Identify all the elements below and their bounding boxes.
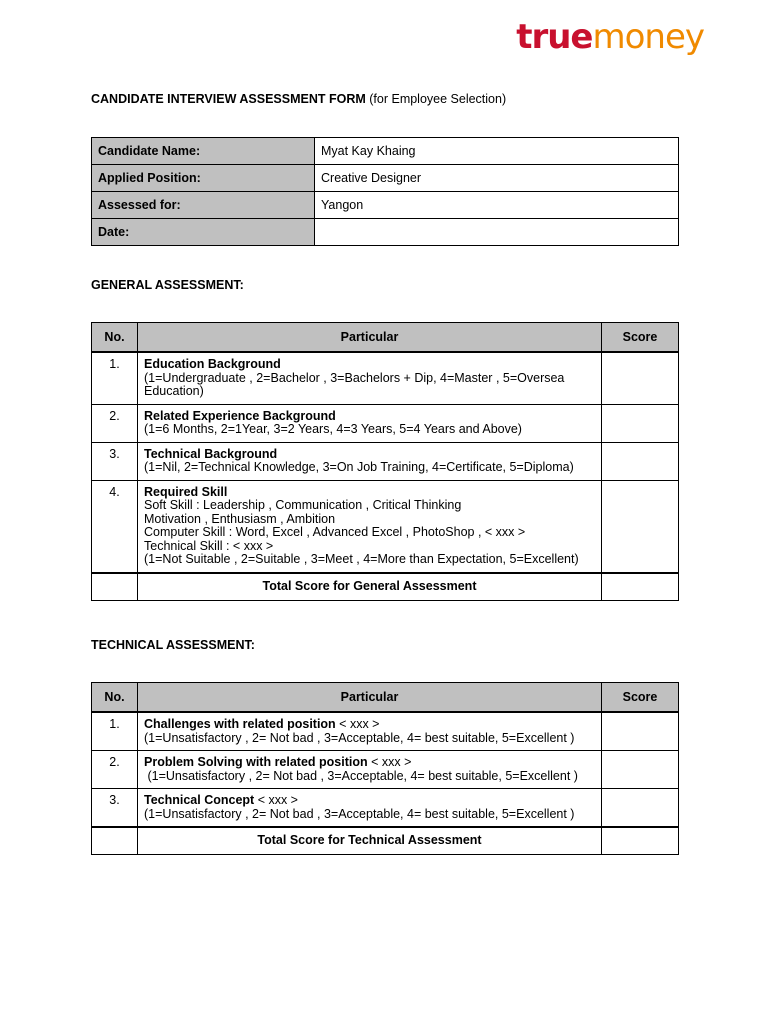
logo-money-text: money xyxy=(592,17,704,57)
field-value[interactable] xyxy=(315,219,679,246)
field-value[interactable]: Yangon xyxy=(315,192,679,219)
table-row xyxy=(92,442,679,480)
row-number: 4. xyxy=(92,480,138,573)
table-row xyxy=(92,480,679,573)
table-header-row xyxy=(92,323,679,353)
technical-assessment-heading: TECHNICAL ASSESSMENT: xyxy=(91,638,255,652)
score-cell[interactable] xyxy=(602,352,679,404)
item-title: Education Background xyxy=(144,357,281,371)
candidate-info-row xyxy=(92,192,679,219)
row-particular xyxy=(138,404,602,442)
table-row xyxy=(92,751,679,789)
field-label: Assessed for: xyxy=(92,192,315,219)
form-title-main: CANDIDATE INTERVIEW ASSESSMENT FORM xyxy=(91,92,366,106)
item-description: Technical Skill : < xxx > xyxy=(144,538,274,553)
candidate-info-row xyxy=(92,165,679,192)
item-title: Challenges with related position xyxy=(144,717,336,731)
candidate-info-row xyxy=(92,219,679,246)
column-header-score: Score xyxy=(602,323,679,353)
row-number: 2. xyxy=(92,751,138,789)
truemoney-logo xyxy=(516,17,704,57)
item-description: Soft Skill : Leadership , Communication , Critical Thinking xyxy=(144,498,462,512)
score-cell[interactable] xyxy=(602,712,679,751)
technical-assessment-table xyxy=(91,682,679,855)
row-particular xyxy=(138,352,602,404)
column-header-particular: Particular xyxy=(138,683,602,713)
item-description: (1=Undergraduate , 2=Bachelor , 3=Bachelors + Dip, 4=Master , 5=Oversea Education) xyxy=(144,370,568,398)
candidate-info-row xyxy=(92,138,679,165)
total-score-cell[interactable] xyxy=(602,827,679,855)
total-number-cell xyxy=(92,573,138,601)
row-number: 2. xyxy=(92,404,138,442)
score-cell[interactable] xyxy=(602,404,679,442)
general-assessment-heading: GENERAL ASSESSMENT: xyxy=(91,278,244,292)
row-particular xyxy=(138,442,602,480)
item-description: Computer Skill : Word, Excel , Advanced Excel , PhotoShop , < xxx > xyxy=(144,525,526,539)
item-placeholder: < xxx > xyxy=(254,793,298,807)
item-placeholder: < xxx > xyxy=(335,717,380,731)
table-header-row xyxy=(92,683,679,713)
column-header-particular: Particular xyxy=(138,323,602,353)
total-label: Total Score for General Assessment xyxy=(138,573,602,601)
item-title: Technical Background xyxy=(144,446,278,461)
item-title: Required Skill xyxy=(144,484,228,499)
row-number: 1. xyxy=(92,352,138,404)
item-description: (1=Nil, 2=Technical Knowledge, 3=On Job Training, 4=Certificate, 5=Diploma) xyxy=(144,460,574,474)
field-label: Date: xyxy=(92,219,315,246)
score-cell[interactable] xyxy=(602,480,679,573)
item-title: Technical Concept xyxy=(144,793,255,807)
table-row xyxy=(92,712,679,751)
candidate-info-table xyxy=(91,137,679,246)
item-description: (1=Unsatisfactory , 2= Not bad , 3=Acceptable, 4= best suitable, 5=Excellent ) xyxy=(144,806,575,821)
field-value[interactable]: Creative Designer xyxy=(315,165,679,192)
row-particular xyxy=(138,480,602,573)
logo-true-text: true xyxy=(516,17,593,57)
item-description: (1=Unsatisfactory , 2= Not bad , 3=Acceptable, 4= best suitable, 5=Excellent ) xyxy=(144,768,578,783)
item-placeholder: < xxx > xyxy=(367,755,412,769)
form-title xyxy=(91,92,506,106)
table-row xyxy=(92,404,679,442)
row-particular xyxy=(138,789,602,828)
total-number-cell xyxy=(92,827,138,855)
form-title-subtitle: (for Employee Selection) xyxy=(365,92,507,106)
total-row xyxy=(92,573,679,601)
score-cell[interactable] xyxy=(602,789,679,828)
item-description: (1=Unsatisfactory , 2= Not bad , 3=Acceptable, 4= best suitable, 5=Excellent ) xyxy=(144,730,575,745)
table-row xyxy=(92,789,679,828)
item-title: Problem Solving with related position xyxy=(144,755,368,769)
field-label: Candidate Name: xyxy=(92,138,315,165)
field-value[interactable]: Myat Kay Khaing xyxy=(315,138,679,165)
row-particular xyxy=(138,712,602,751)
score-cell[interactable] xyxy=(602,751,679,789)
row-number: 3. xyxy=(92,789,138,828)
column-header-no: No. xyxy=(92,323,138,353)
field-label: Applied Position: xyxy=(92,165,315,192)
total-row xyxy=(92,827,679,855)
general-assessment-table xyxy=(91,322,679,601)
total-score-cell[interactable] xyxy=(602,573,679,601)
item-title: Related Experience Background xyxy=(144,408,336,423)
column-header-score: Score xyxy=(602,683,679,713)
row-number: 3. xyxy=(92,442,138,480)
item-description: (1=Not Suitable , 2=Suitable , 3=Meet , 4=More than Expectation, 5=Excellent) xyxy=(144,552,579,566)
item-description: (1=6 Months, 2=1Year, 3=2 Years, 4=3 Years, 5=4 Years and Above) xyxy=(144,422,522,436)
total-label: Total Score for Technical Assessment xyxy=(138,827,602,855)
score-cell[interactable] xyxy=(602,442,679,480)
table-row xyxy=(92,352,679,404)
column-header-no: No. xyxy=(92,683,138,713)
row-number: 1. xyxy=(92,712,138,751)
item-description: Motivation , Enthusiasm , Ambition xyxy=(144,511,336,526)
row-particular xyxy=(138,751,602,789)
